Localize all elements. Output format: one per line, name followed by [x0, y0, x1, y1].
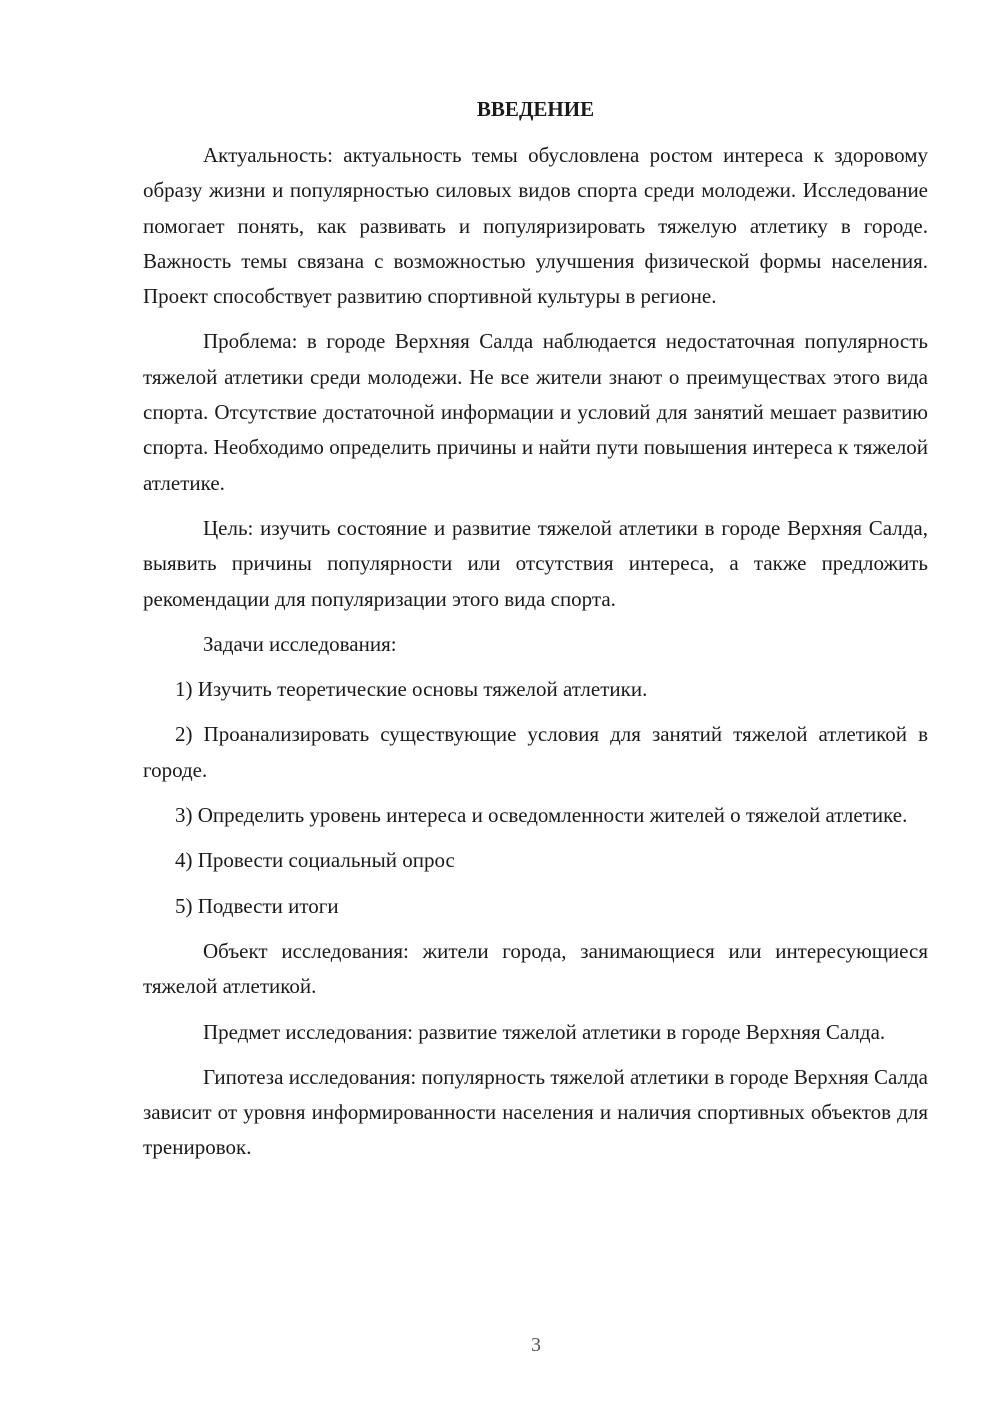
- subject-paragraph: Предмет исследования: развитие тяжелой атлетики в городе Верхняя Салда.: [203, 1019, 886, 1044]
- hypothesis-paragraph: Гипотеза исследования: популярность тяжелой атлетики в городе Верхняя Салда зависит от уровня информированности населения и наличия спортивных объектов для тренировок.: [143, 1064, 928, 1160]
- relevance-paragraph: Актуальность: актуальность темы обусловлена ростом интереса к здоровому образу жизни и популярностью силовых видов спорта среди молодежи. Исследование помогает понять, как развивать и популяризировать тяжелую атлетику в городе. Важность темы связана с возможностью улучшения физической формы населения. Проект способствует развитию спортивной культуры в регионе.: [143, 143, 928, 309]
- task-item: 1) Изучить теоретические основы тяжелой атлетики.: [175, 677, 648, 702]
- page-number: 3: [531, 1334, 541, 1356]
- task-item: 4) Провести социальный опрос: [175, 848, 455, 873]
- page-title: ВВЕДЕНИЕ: [476, 97, 595, 121]
- task-item: 5) Подвести итоги: [175, 893, 339, 918]
- task-item: 3) Определить уровень интереса и осведомленности жителей о тяжелой атлетике.: [175, 803, 908, 828]
- task-item: 2) Проанализировать существующие условия для занятий тяжелой атлетикой в городе.: [143, 722, 928, 782]
- goal-paragraph: Цель: изучить состояние и развитие тяжелой атлетики в городе Верхняя Салда, выявить причины популярности или отсутствия интереса, а также предложить рекомендации для популяризации этого вида спорта.: [143, 515, 928, 611]
- document-page: [143, 92, 928, 1176]
- object-paragraph: Объект исследования: жители города, занимающиеся или интересующиеся тяжелой атлетикой.: [143, 938, 928, 999]
- tasks-heading: Задачи исследования:: [203, 631, 397, 656]
- problem-paragraph: Проблема: в городе Верхняя Салда наблюдается недостаточная популярность тяжелой атлетики среди молодежи. Не все жители знают о преимуществах этого вида спорта. Отсутствие достаточной информации и условий для занятий мешает развитию спорта. Необходимо определить причины и найти пути повышения интереса к тяжелой атлетике.: [143, 329, 928, 495]
